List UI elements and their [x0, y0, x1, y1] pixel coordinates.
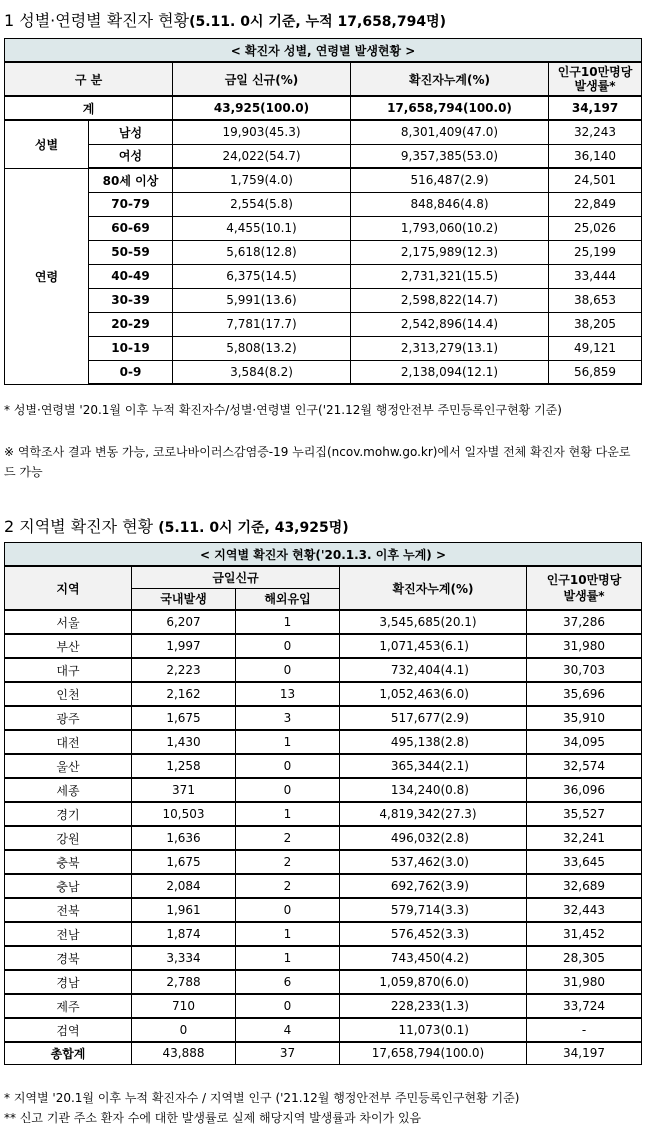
- table-row: [5, 730, 642, 754]
- row-region: 대구: [5, 658, 132, 682]
- table-row: [5, 754, 642, 778]
- header-rate-line1: 인구10만명당: [557, 65, 633, 79]
- row-overseas: 0: [236, 634, 340, 658]
- row-cumulative: 732,404: [340, 658, 441, 682]
- row-overseas: 0: [236, 994, 340, 1018]
- row-cumulative: 2,598,822(14.7): [351, 288, 549, 312]
- row-domestic: 1,258: [132, 754, 236, 778]
- row-rate: 32,689: [527, 874, 642, 898]
- row-overseas: 1: [236, 802, 340, 826]
- row-rate: 33,444: [549, 264, 642, 288]
- row-rate: 30,703: [527, 658, 642, 682]
- table-row: [5, 1018, 642, 1042]
- table-row: [5, 946, 642, 970]
- section2-note1: * 지역별 '20.1월 이후 누적 확진자수 / 지역별 인구 ('21.12월 행정안전부 주민등록인구현황 기준): [4, 1091, 520, 1105]
- row-pct: (27.3): [441, 802, 527, 826]
- row-rate: -: [527, 1018, 642, 1042]
- table-row: [5, 264, 642, 288]
- row-cumulative: 496,032: [340, 826, 441, 850]
- section1-heading: [4, 8, 644, 32]
- row-pct: (3.3): [441, 922, 527, 946]
- section2-heading-prefix: 2 지역별 확진자 현황: [4, 517, 154, 536]
- row-region: 세종: [5, 778, 132, 802]
- table-row: [5, 240, 642, 264]
- section1-heading-prefix: 1 성별·연령별 확진자 현황: [4, 11, 190, 30]
- table-row: [5, 706, 642, 730]
- row-region: 충남: [5, 874, 132, 898]
- row-domestic: 710: [132, 994, 236, 1018]
- row-overseas: 1: [236, 922, 340, 946]
- row-pct: (20.1): [441, 610, 527, 634]
- row-label: 20-29: [89, 312, 173, 336]
- row-region: 전남: [5, 922, 132, 946]
- row-rate: 37,286: [527, 610, 642, 634]
- table-row: [5, 336, 642, 360]
- total-domestic: 43,888: [132, 1042, 236, 1064]
- gender-age-table-title: < 확진자 성별, 연령별 발생현황 >: [5, 39, 642, 63]
- row-rate: 33,645: [527, 850, 642, 874]
- row-rate: 32,443: [527, 898, 642, 922]
- row-rate: 32,243: [549, 120, 642, 144]
- table-row: [5, 288, 642, 312]
- table-row: [5, 970, 642, 994]
- row-overseas: 2: [236, 850, 340, 874]
- gender-age-table: [4, 38, 642, 385]
- row-region: 울산: [5, 754, 132, 778]
- table-row: [5, 826, 642, 850]
- row-label: 60-69: [89, 216, 173, 240]
- row-rate: 35,527: [527, 802, 642, 826]
- row-region: 전북: [5, 898, 132, 922]
- row-pct: (0.1): [441, 1018, 527, 1042]
- row-rate: 25,199: [549, 240, 642, 264]
- header-today: 금일 신규(%): [173, 62, 351, 96]
- row-cumulative: 2,175,989(12.3): [351, 240, 549, 264]
- row-region: 검역: [5, 1018, 132, 1042]
- row-overseas: 2: [236, 874, 340, 898]
- row-today: 19,903(45.3): [173, 120, 351, 144]
- row-label: 40-49: [89, 264, 173, 288]
- row-pct: (2.8): [441, 730, 527, 754]
- row-rate: 33,724: [527, 994, 642, 1018]
- row-label: 여성: [89, 144, 173, 168]
- row-overseas: 0: [236, 658, 340, 682]
- total-pct: (100.0): [441, 1042, 527, 1064]
- row-rate: 49,121: [549, 336, 642, 360]
- row-label: 50-59: [89, 240, 173, 264]
- row-overseas: 3: [236, 706, 340, 730]
- row-domestic: 1,961: [132, 898, 236, 922]
- total-row: [5, 1042, 642, 1064]
- row-domestic: 0: [132, 1018, 236, 1042]
- section1-heading-suffix: (5.11. 0시 기준, 누적 17,658,794명): [189, 14, 447, 30]
- row-rate: 56,859: [549, 360, 642, 384]
- row-cumulative: 1,793,060(10.2): [351, 216, 549, 240]
- row-today: 7,781(17.7): [173, 312, 351, 336]
- row-label: 0-9: [89, 360, 173, 384]
- row-rate: 34,095: [527, 730, 642, 754]
- row-cumulative: 2,313,279(13.1): [351, 336, 549, 360]
- row-overseas: 2: [236, 826, 340, 850]
- row-cumulative: 134,240: [340, 778, 441, 802]
- section1-note2: ※ 역학조사 결과 변동 가능, 코로나바이러스감염증-19 누리집(ncov.mohw.go.kr)에서 일자별 전체 확진자 현황 다운로드 가능: [4, 445, 631, 479]
- table-row: [5, 168, 642, 192]
- total-cumulative: 17,658,794: [340, 1042, 441, 1064]
- total-rate: 34,197: [527, 1042, 642, 1064]
- row-overseas: 0: [236, 898, 340, 922]
- row-domestic: 1,997: [132, 634, 236, 658]
- row-cumulative: 8,301,409(47.0): [351, 120, 549, 144]
- gender-group-label: 성별: [5, 120, 89, 168]
- row-rate: 35,696: [527, 682, 642, 706]
- row-pct: (3.9): [441, 874, 527, 898]
- row-domestic: 371: [132, 778, 236, 802]
- row-overseas: 1: [236, 946, 340, 970]
- section2-heading-suffix: (5.11. 0시 기준, 43,925명): [158, 520, 349, 536]
- row-pct: (3.0): [441, 850, 527, 874]
- total-region: 총합계: [5, 1042, 132, 1064]
- row-domestic: 2,788: [132, 970, 236, 994]
- row-label: 80세 이상: [89, 168, 173, 192]
- row-pct: (1.3): [441, 994, 527, 1018]
- header-overseas: 해외유입: [236, 588, 340, 610]
- row-domestic: 1,675: [132, 706, 236, 730]
- header-rate: [527, 566, 642, 610]
- row-today: 5,618(12.8): [173, 240, 351, 264]
- row-rate: 32,574: [527, 754, 642, 778]
- table-row: [5, 682, 642, 706]
- row-cumulative: 11,073: [340, 1018, 441, 1042]
- row-label: 70-79: [89, 192, 173, 216]
- row-pct: (0.8): [441, 778, 527, 802]
- total-overseas: 37: [236, 1042, 340, 1064]
- row-cumulative: 228,233: [340, 994, 441, 1018]
- row-cumulative: 2,138,094(12.1): [351, 360, 549, 384]
- row-domestic: 1,675: [132, 850, 236, 874]
- row-region: 경북: [5, 946, 132, 970]
- row-domestic: 1,874: [132, 922, 236, 946]
- row-rate: 38,205: [549, 312, 642, 336]
- row-label: 남성: [89, 120, 173, 144]
- row-cumulative: 3,545,685: [340, 610, 441, 634]
- row-domestic: 6,207: [132, 610, 236, 634]
- row-cumulative: 495,138: [340, 730, 441, 754]
- row-rate: 28,305: [527, 946, 642, 970]
- row-region: 강원: [5, 826, 132, 850]
- table-row: [5, 994, 642, 1018]
- table-row: [5, 802, 642, 826]
- row-cumulative: 2,731,321(15.5): [351, 264, 549, 288]
- table-row: [5, 120, 642, 144]
- row-today: 1,759(4.0): [173, 168, 351, 192]
- row-rate: 25,026: [549, 216, 642, 240]
- header-cumulative: 확진자누계(%): [351, 62, 549, 96]
- row-pct: (4.1): [441, 658, 527, 682]
- header-category: 구 분: [5, 62, 173, 96]
- row-pct: (6.0): [441, 970, 527, 994]
- table-row: [5, 144, 642, 168]
- table-row: [5, 874, 642, 898]
- row-region: 대전: [5, 730, 132, 754]
- table-row: [5, 778, 642, 802]
- row-rate: 31,980: [527, 970, 642, 994]
- age-group-label: 연령: [5, 168, 89, 384]
- row-label: 10-19: [89, 336, 173, 360]
- row-region: 충북: [5, 850, 132, 874]
- row-domestic: 1,430: [132, 730, 236, 754]
- row-cumulative: 579,714: [340, 898, 441, 922]
- row-region: 부산: [5, 634, 132, 658]
- row-pct: (6.1): [441, 634, 527, 658]
- row-pct: (2.9): [441, 706, 527, 730]
- row-cumulative: 1,052,463: [340, 682, 441, 706]
- row-rate: 36,096: [527, 778, 642, 802]
- row-domestic: 2,162: [132, 682, 236, 706]
- table-row: [5, 634, 642, 658]
- total-label: 계: [5, 96, 173, 120]
- region-table: [4, 542, 642, 1065]
- row-domestic: 2,084: [132, 874, 236, 898]
- row-region: 광주: [5, 706, 132, 730]
- row-cumulative: 516,487(2.9): [351, 168, 549, 192]
- header-rate-line1: 인구10만명당: [546, 573, 622, 587]
- table-row: [5, 610, 642, 634]
- header-cumulative: 확진자누계(%): [340, 566, 527, 610]
- row-cumulative: 2,542,896(14.4): [351, 312, 549, 336]
- table-row: [5, 658, 642, 682]
- row-today: 3,584(8.2): [173, 360, 351, 384]
- row-rate: 36,140: [549, 144, 642, 168]
- row-rate: 24,501: [549, 168, 642, 192]
- header-rate: [549, 62, 642, 96]
- row-domestic: 3,334: [132, 946, 236, 970]
- row-pct: (6.0): [441, 682, 527, 706]
- row-cumulative: 9,357,385(53.0): [351, 144, 549, 168]
- row-domestic: 2,223: [132, 658, 236, 682]
- row-overseas: 1: [236, 730, 340, 754]
- row-pct: (3.3): [441, 898, 527, 922]
- row-today: 2,554(5.8): [173, 192, 351, 216]
- table-row: [5, 312, 642, 336]
- row-cumulative: 4,819,342: [340, 802, 441, 826]
- row-region: 서울: [5, 610, 132, 634]
- row-overseas: 0: [236, 754, 340, 778]
- row-rate: 22,849: [549, 192, 642, 216]
- total-rate: 34,197: [549, 96, 642, 120]
- row-domestic: 10,503: [132, 802, 236, 826]
- row-pct: (2.8): [441, 826, 527, 850]
- row-overseas: 6: [236, 970, 340, 994]
- table-row: [5, 898, 642, 922]
- row-cumulative: 537,462: [340, 850, 441, 874]
- table-row: [5, 922, 642, 946]
- header-today-group: 금일신규: [132, 566, 340, 588]
- row-cumulative: 848,846(4.8): [351, 192, 549, 216]
- header-domestic: 국내발생: [132, 588, 236, 610]
- table-row: [5, 850, 642, 874]
- row-cumulative: 576,452: [340, 922, 441, 946]
- row-today: 5,808(13.2): [173, 336, 351, 360]
- row-cumulative: 692,762: [340, 874, 441, 898]
- row-cumulative: 365,344: [340, 754, 441, 778]
- row-rate: 38,653: [549, 288, 642, 312]
- section2-heading: [4, 514, 644, 538]
- row-region: 인천: [5, 682, 132, 706]
- row-cumulative: 1,071,453: [340, 634, 441, 658]
- table-row: [5, 216, 642, 240]
- total-cumulative: 17,658,794(100.0): [351, 96, 549, 120]
- row-overseas: 1: [236, 610, 340, 634]
- row-today: 6,375(14.5): [173, 264, 351, 288]
- total-row: [5, 96, 642, 120]
- row-overseas: 0: [236, 778, 340, 802]
- row-today: 24,022(54.7): [173, 144, 351, 168]
- header-rate-line2: 발생률*: [574, 79, 616, 93]
- row-overseas: 13: [236, 682, 340, 706]
- row-today: 5,991(13.6): [173, 288, 351, 312]
- section2-note2: ** 신고 기관 주소 환자 수에 대한 발생률로 실제 해당지역 발생률과 차이가 있음: [4, 1111, 422, 1125]
- row-region: 제주: [5, 994, 132, 1018]
- region-table-title: < 지역별 확진자 현황('20.1.3. 이후 누계) >: [5, 543, 642, 567]
- row-pct: (4.2): [441, 946, 527, 970]
- row-region: 경기: [5, 802, 132, 826]
- table-row: [5, 360, 642, 384]
- row-pct: (2.1): [441, 754, 527, 778]
- section1-note1: * 성별·연령별 '20.1월 이후 누적 확진자수/성별·연령별 인구('21.12월 행정안전부 주민등록인구현황 기준): [4, 403, 562, 417]
- row-rate: 32,241: [527, 826, 642, 850]
- row-overseas: 4: [236, 1018, 340, 1042]
- row-domestic: 1,636: [132, 826, 236, 850]
- header-region: 지역: [5, 566, 132, 610]
- row-label: 30-39: [89, 288, 173, 312]
- row-rate: 31,452: [527, 922, 642, 946]
- row-rate: 35,910: [527, 706, 642, 730]
- header-rate-line2: 발생률*: [563, 589, 605, 603]
- table-row: [5, 192, 642, 216]
- row-rate: 31,980: [527, 634, 642, 658]
- row-today: 4,455(10.1): [173, 216, 351, 240]
- row-cumulative: 1,059,870: [340, 970, 441, 994]
- row-cumulative: 517,677: [340, 706, 441, 730]
- row-cumulative: 743,450: [340, 946, 441, 970]
- row-region: 경남: [5, 970, 132, 994]
- total-today: 43,925(100.0): [173, 96, 351, 120]
